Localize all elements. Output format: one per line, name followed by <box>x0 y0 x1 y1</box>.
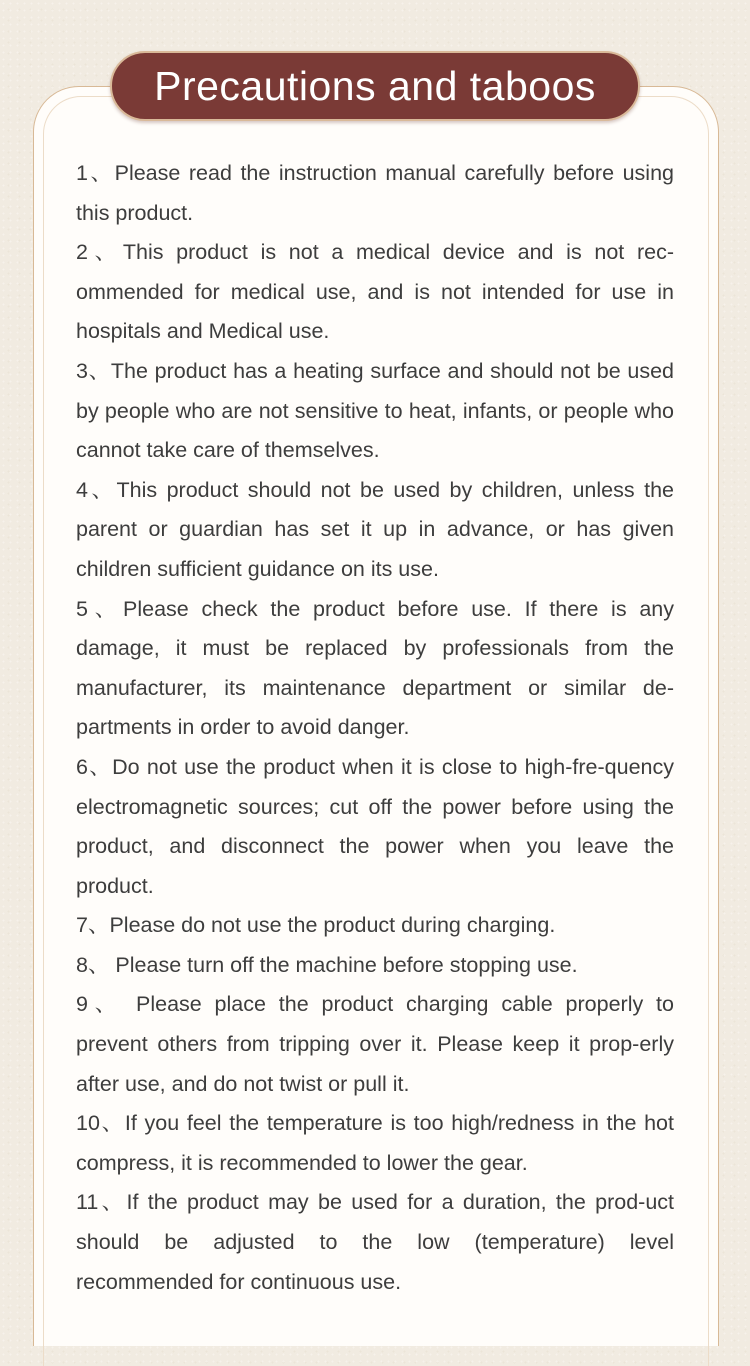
precaution-item-5: 5、Please check the product before use. If there is any damage, it must be replaced by professionals from the manufacturer, its maintenance department or similar de-partments in order to avoid danger. <box>76 596 674 740</box>
precaution-item-4: 4、This product should not be used by children, unless the parent or guardian has set it up in advance, or has given children sufficient guidance on its use. <box>76 477 674 581</box>
precaution-item-1: 1、Please read the instruction manual carefully before using this product. <box>76 161 674 225</box>
precaution-item-8: 8、 Please turn off the machine before stopping use. <box>76 952 578 977</box>
precaution-item-9: 9、 Please place the product charging cable properly to prevent others from tripping over it. Please keep it prop-erly after use, and do not twist or pull it. <box>76 992 674 1096</box>
title-banner <box>110 51 640 121</box>
precaution-item-11: 11、If the product may be used for a duration, the prod-uct should be adjusted to the low (temperature) level recommended for continuous use. <box>76 1190 674 1294</box>
precaution-item-6: 6、Do not use the product when it is close to high-fre-quency electromagnetic sources; cut off the power before using the product, and disconnect the power when you leave the product. <box>76 754 674 898</box>
precaution-item-7: 7、Please do not use the product during charging. <box>76 913 556 938</box>
precaution-item-3: 3、The product has a heating surface and should not be used by people who are not sensitive to heat, infants, or people who cannot take care of themselves. <box>76 358 674 463</box>
precautions-list <box>76 154 674 1302</box>
precaution-item-2: 2、This product is not a medical device and is not rec-ommended for medical use, and is not intended for use in hospitals and Medical use. <box>76 240 674 344</box>
page-title: Precautions and taboos <box>154 62 596 109</box>
precaution-item-10: 10、If you feel the temperature is too high/redness in the hot compress, it is recommended to lower the gear. <box>76 1111 674 1175</box>
